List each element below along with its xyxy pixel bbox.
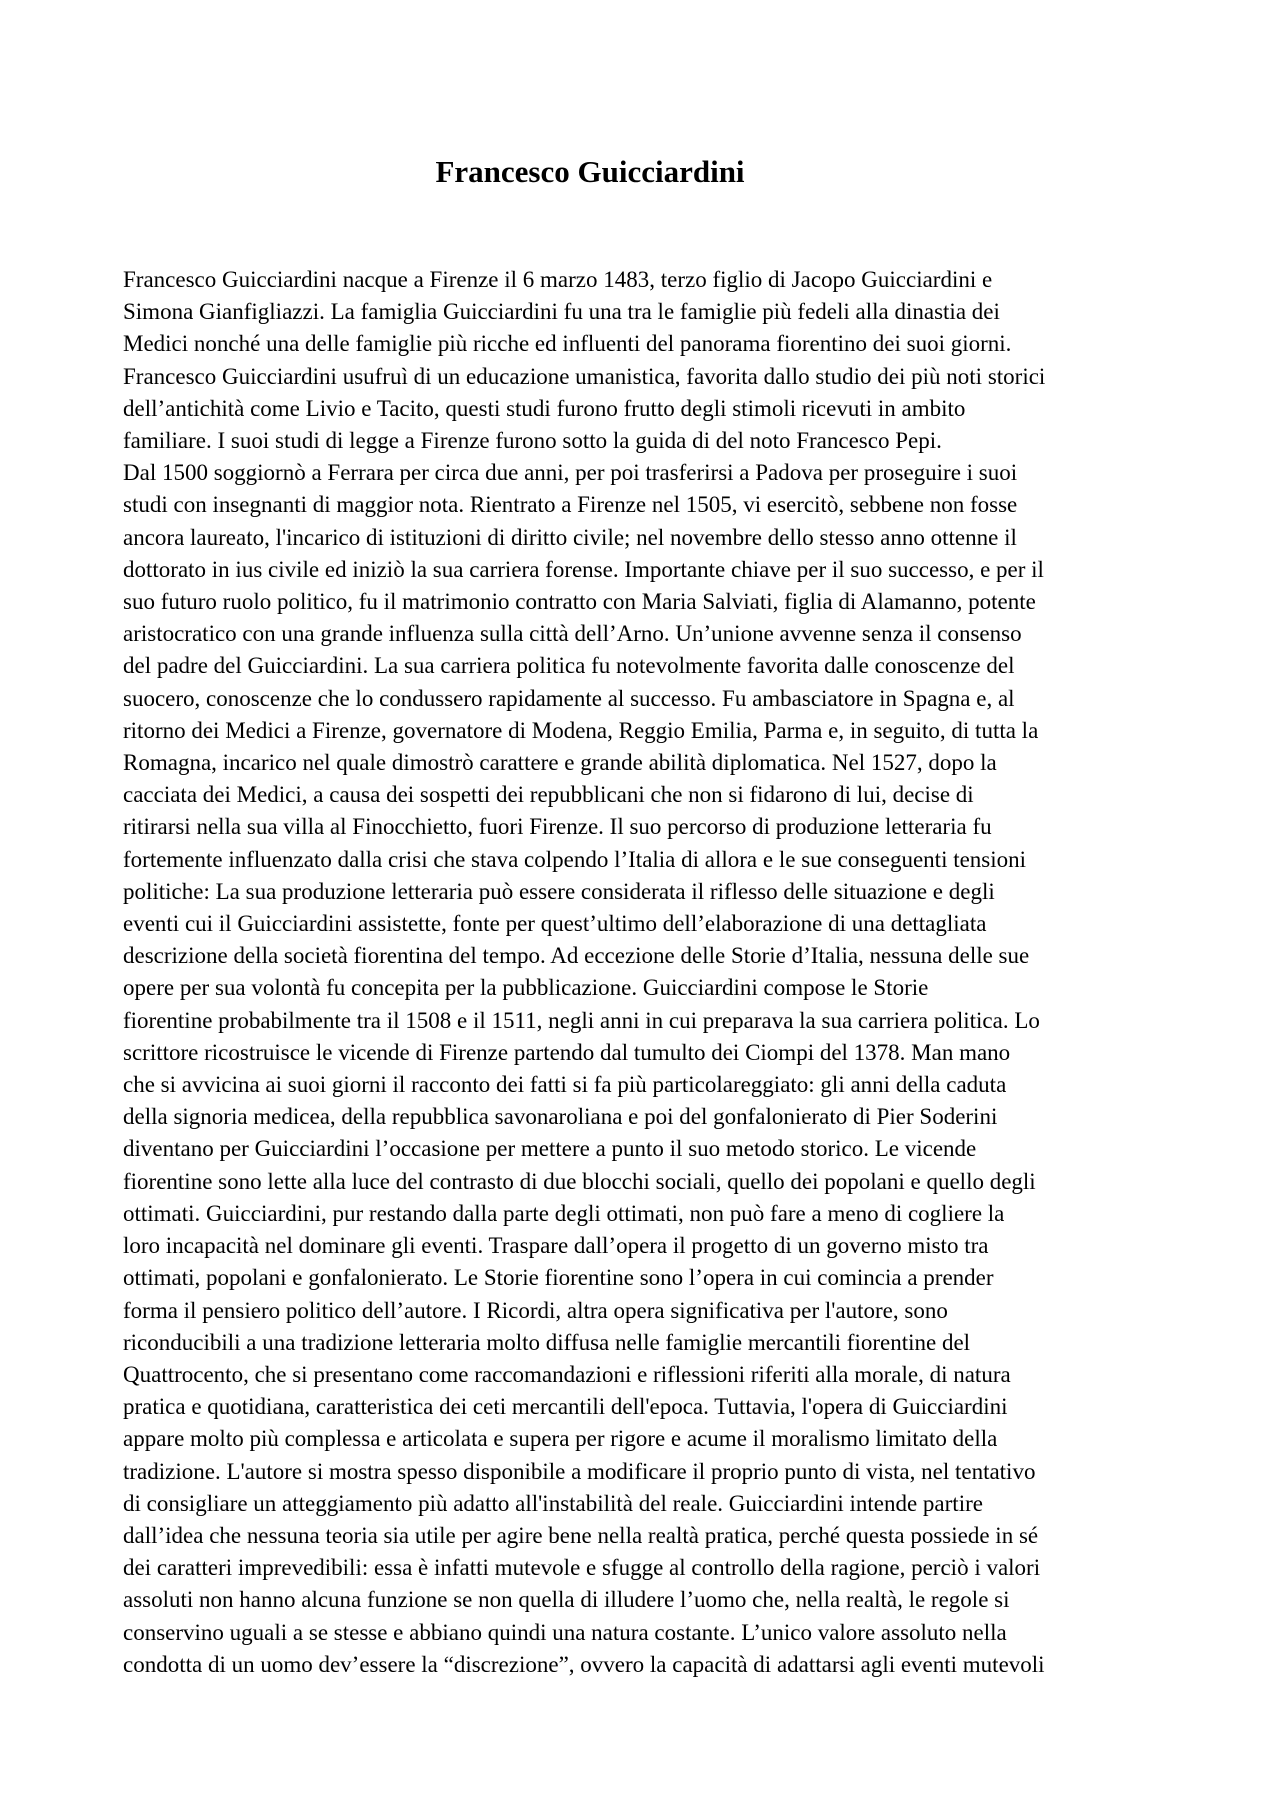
text-line: ottimati. Guicciardini, pur restando dalla parte degli ottimati, non può fare a meno di cogliere la — [123, 1200, 1005, 1226]
text-line: loro incapacità nel dominare gli eventi. Traspare dall’opera il progetto di un governo misto tra — [123, 1233, 989, 1259]
text-line: assoluti non hanno alcuna funzione se non quella di illudere l’uomo che, nella realtà, le regole si — [123, 1587, 1010, 1613]
text-line: eventi cui il Guicciardini assistette, fonte per quest’ultimo dell’elaborazione di una dettagliata — [123, 911, 987, 937]
text-line: Dal 1500 soggiornò a Ferrara per circa due anni, per poi trasferirsi a Padova per proseguire i suoi — [123, 460, 1018, 486]
text-line: studi con insegnanti di maggior nota. Rientrato a Firenze nel 1505, vi esercitò, sebbene non fosse — [123, 492, 1018, 518]
text-line: cacciata dei Medici, a causa dei sospetti dei repubblicani che non si fidarono di lui, decise di — [123, 782, 974, 808]
text-line: scrittore ricostruisce le vicende di Firenze partendo dal tumulto dei Ciompi del 1378. Man mano — [123, 1039, 1011, 1065]
text-line: ritirarsi nella sua villa al Finocchietto, fuori Firenze. Il suo percorso di produzione letteraria fu — [123, 814, 992, 840]
text-line: di consigliare un atteggiamento più adatto all'instabilità del reale. Guicciardini intende partire — [123, 1490, 983, 1516]
text-line: conservino uguali a se stesse e abbiano quindi una natura costante. L’unico valore assoluto nella — [123, 1619, 1007, 1645]
text-line: condotta di un uomo dev’essere la “discrezione”, ovvero la capacità di adattarsi agli eventi mutevoli — [123, 1651, 1045, 1677]
text-line: politiche: La sua produzione letteraria può essere considerata il riflesso delle situazione e degli — [123, 878, 995, 904]
text-line: del padre del Guicciardini. La sua carriera politica fu notevolmente favorita dalle conoscenze del — [123, 653, 1015, 679]
text-line: ritorno dei Medici a Firenze, governatore di Modena, Reggio Emilia, Parma e, in seguito, di tutta la — [123, 717, 1039, 743]
text-line: fortemente influenzato dalla crisi che stava colpendo l’Italia di allora e le sue conseguenti tensioni — [123, 846, 1027, 872]
body-paragraph — [123, 264, 1173, 1681]
text-line: Simona Gianfigliazzi. La famiglia Guicciardini fu una tra le famiglie più fedeli alla dinastia dei — [123, 299, 1000, 325]
text-line: descrizione della società fiorentina del tempo. Ad eccezione delle Storie d’Italia, nessuna delle sue — [123, 943, 1030, 969]
text-line: appare molto più complessa e articolata e supera per rigore e acume il moralismo limitato della — [123, 1426, 998, 1452]
text-line: forma il pensiero politico dell’autore. I Ricordi, altra opera significativa per l'autore, sono — [123, 1297, 948, 1323]
page-title: Francesco Guicciardini — [435, 154, 745, 189]
text-line: Medici nonché una delle famiglie più ricche ed influenti del panorama fiorentino dei suoi giorni. — [123, 331, 1012, 357]
text-line: dell’antichità come Livio e Tacito, questi studi furono frutto degli stimoli ricevuti in ambito — [123, 395, 966, 421]
text-line: dei caratteri imprevedibili: essa è infatti mutevole e sfugge al controllo della ragione, perciò i valori — [123, 1555, 1041, 1581]
text-line: Romagna, incarico nel quale dimostrò carattere e grande abilità diplomatica. Nel 1527, dopo la — [123, 750, 997, 776]
text-line: diventano per Guicciardini l’occasione per mettere a punto il suo metodo storico. Le vicende — [123, 1136, 977, 1162]
text-line: Francesco Guicciardini usufruì di un educazione umanistica, favorita dallo studio dei più noti storici — [123, 363, 1046, 389]
text-line: che si avvicina ai suoi giorni il racconto dei fatti si fa più particolareggiato: gli anni della caduta — [123, 1072, 1007, 1098]
text-line: dall’idea che nessuna teoria sia utile per agire bene nella realtà pratica, perché questa possiede in sé — [123, 1522, 1039, 1548]
text-line: familiare. I suoi studi di legge a Firenze furono sotto la guida di del noto Francesco Pepi. — [123, 428, 942, 454]
text-line: dottorato in ius civile ed iniziò la sua carriera forense. Importante chiave per il suo successo, e per il — [123, 556, 1044, 582]
text-line: suocero, conoscenze che lo condussero rapidamente al successo. Fu ambasciatore in Spagna e, al — [123, 685, 1015, 711]
text-line: fiorentine probabilmente tra il 1508 e il 1511, negli anni in cui preparava la sua carriera politica. Lo — [123, 1007, 1040, 1033]
text-line: suo futuro ruolo politico, fu il matrimonio contratto con Maria Salviati, figlia di Alamanno, potente — [123, 589, 1036, 615]
text-line: opere per sua volontà fu concepita per la pubblicazione. Guicciardini compose le Storie — [123, 975, 929, 1001]
text-line: della signoria medicea, della repubblica savonaroliana e poi del gonfalonierato di Pier Soderini — [123, 1104, 998, 1130]
text-line: Francesco Guicciardini nacque a Firenze il 6 marzo 1483, terzo figlio di Jacopo Guicciardini e — [123, 267, 993, 292]
text-line: tradizione. L'autore si mostra spesso disponibile a modificare il proprio punto di vista, nel tentativo — [123, 1458, 1036, 1484]
text-line: ancora laureato, l'incarico di istituzioni di diritto civile; nel novembre dello stesso anno ottenne il — [123, 524, 1017, 550]
text-line: pratica e quotidiana, caratteristica dei ceti mercantili dell'epoca. Tuttavia, l'opera di Guicciardini — [123, 1394, 1008, 1420]
text-line: Quattrocento, che si presentano come raccomandazioni e riflessioni riferiti alla morale, di natura — [123, 1361, 1011, 1387]
text-line: aristocratico con una grande influenza sulla città dell’Arno. Un’unione avvenne senza il consenso — [123, 621, 1022, 647]
text-line: fiorentine sono lette alla luce del contrasto di due blocchi sociali, quello dei popolani e quello degli — [123, 1168, 1036, 1194]
text-line: riconducibili a una tradizione letteraria molto diffusa nelle famiglie mercantili fiorentine del — [123, 1329, 971, 1355]
text-line: ottimati, popolani e gonfalonierato. Le Storie fiorentine sono l’opera in cui comincia a prender — [123, 1265, 994, 1291]
